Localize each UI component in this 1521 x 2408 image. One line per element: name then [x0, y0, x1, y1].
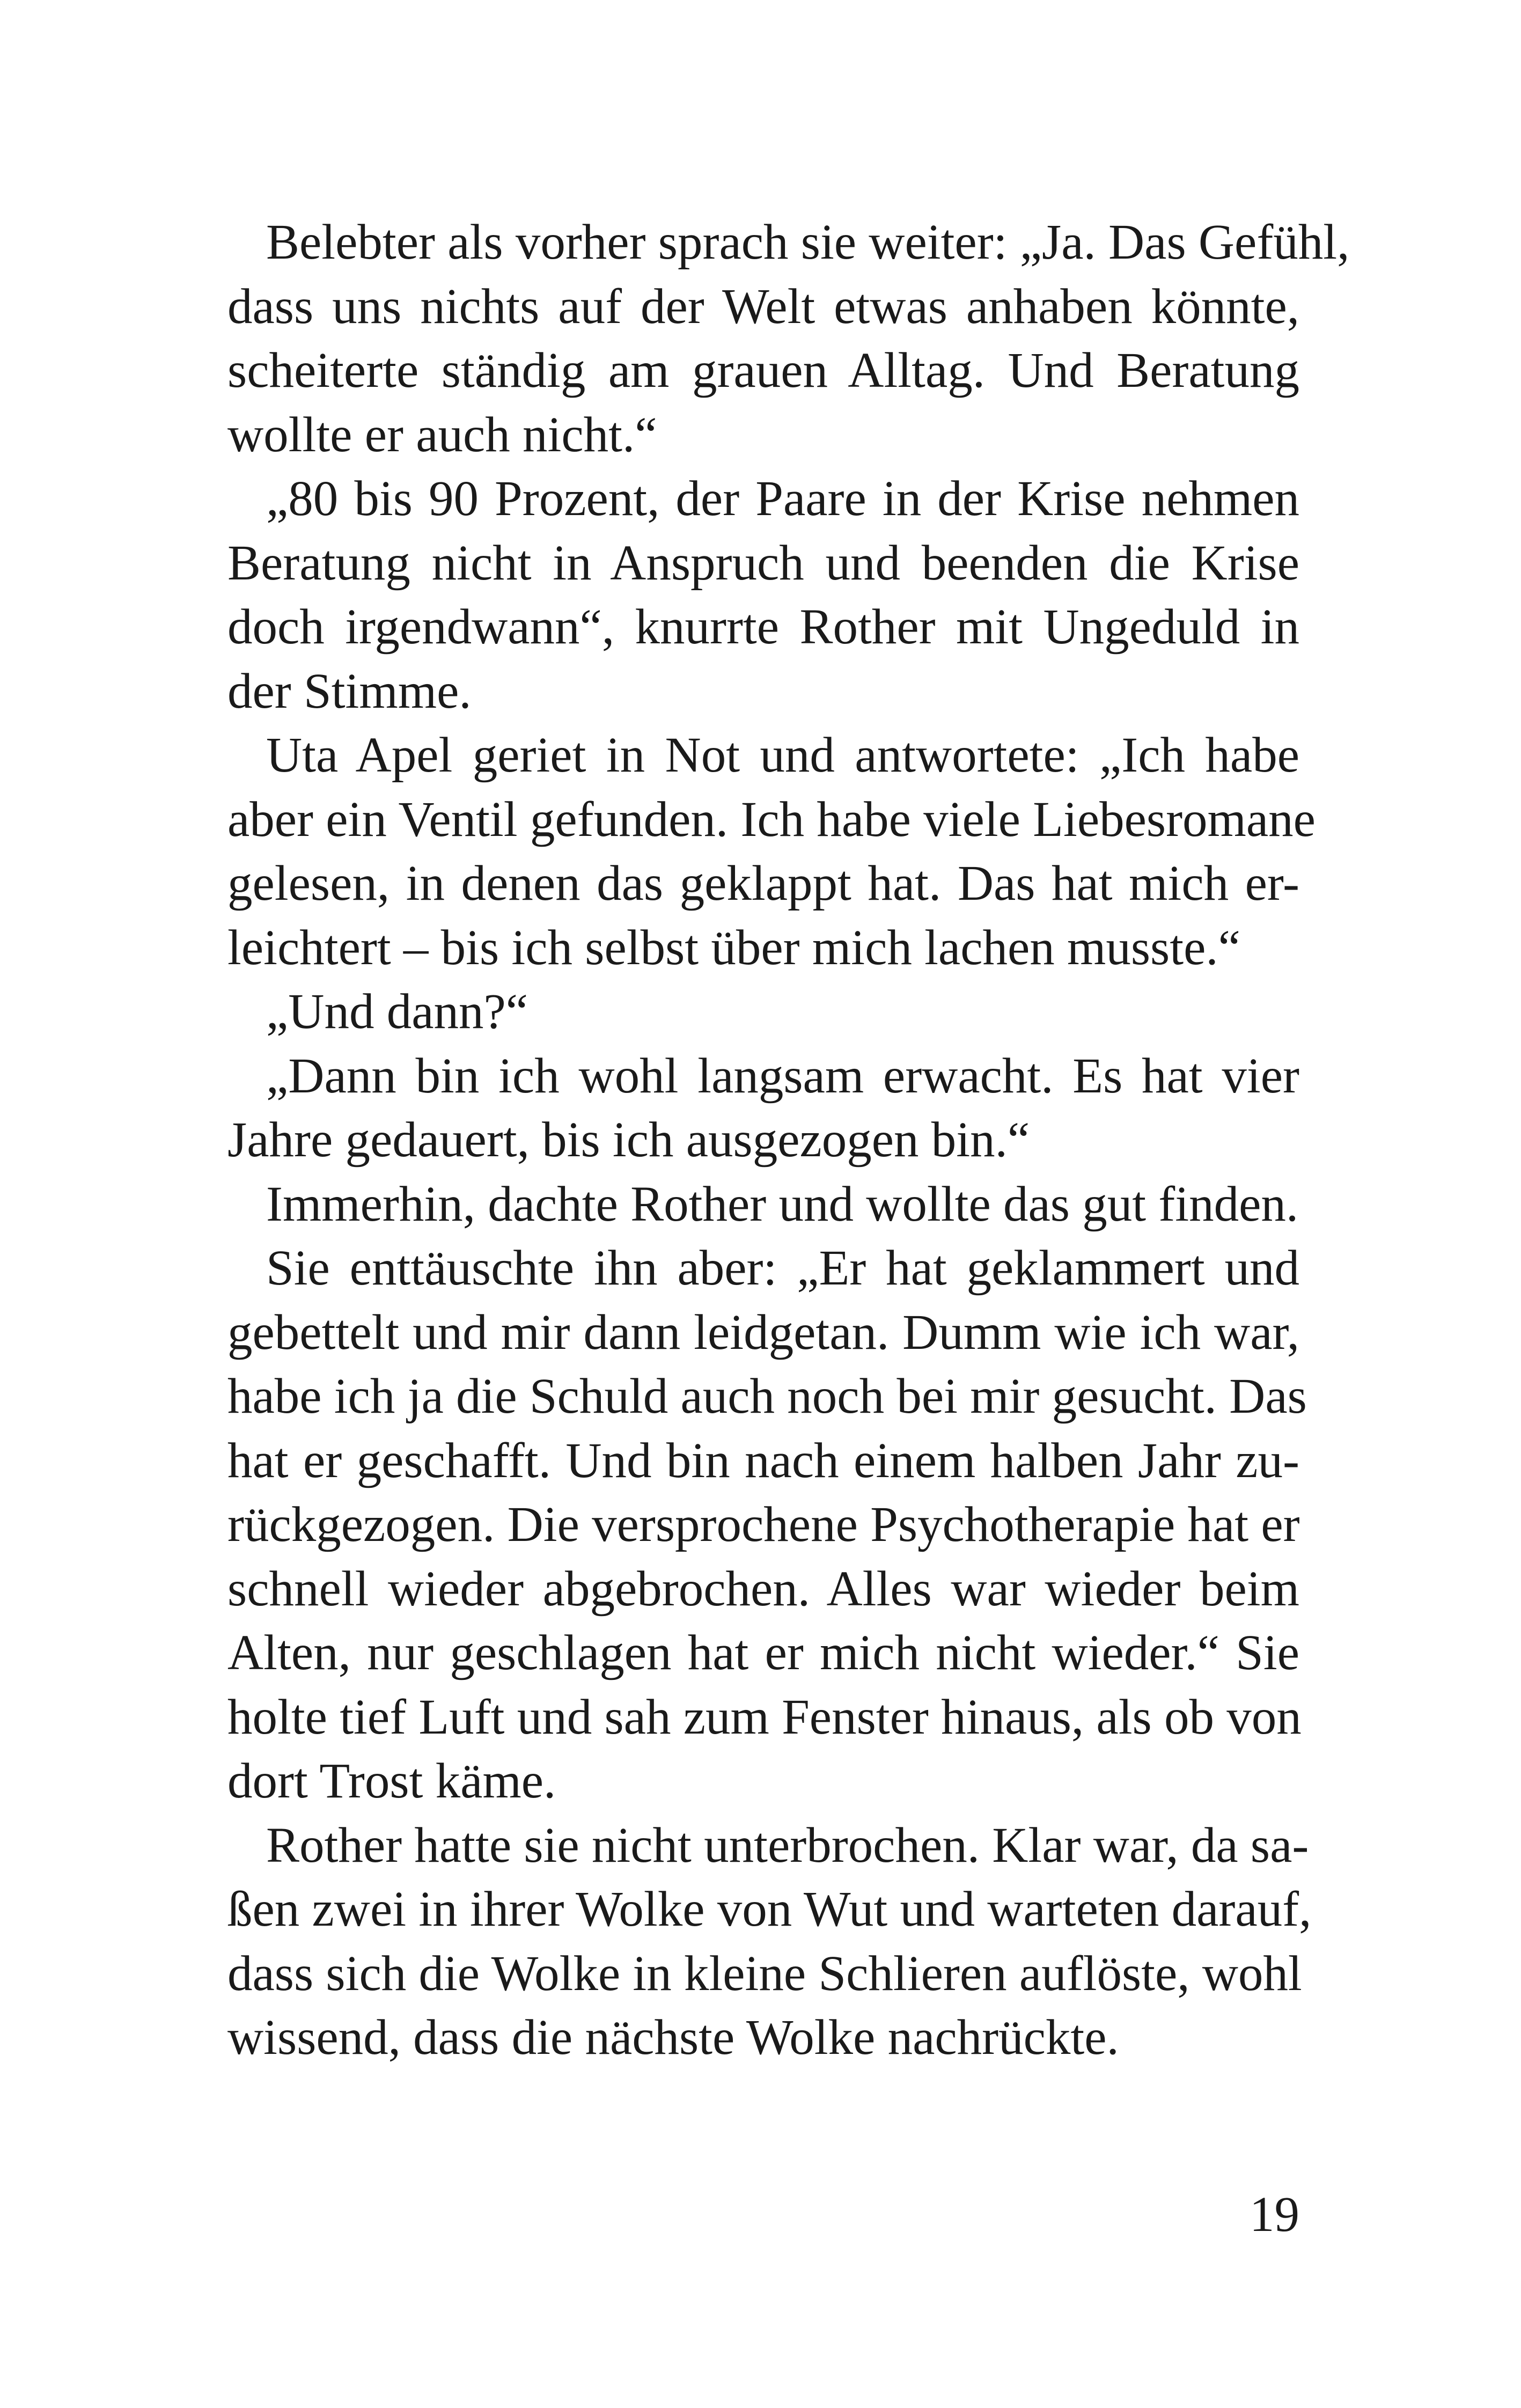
text-line: leichtert – bis ich selbst über mich lachen musste.“: [227, 920, 1240, 975]
text-line: Immerhin, dachte Rother und wollte das gut finden.: [266, 1176, 1299, 1232]
text-line: wissend, dass die nächste Wolke nachrückte.: [227, 2010, 1119, 2065]
text-line: dort Trost käme.: [227, 1753, 556, 1809]
paragraph-2: [189, 467, 1299, 723]
text-line: ßen zwei in ihrer Wolke von Wut und warteten darauf,: [227, 1882, 1312, 1937]
text-line: gebettelt und mir dann leidgetan. Dumm wie ich war,: [227, 1304, 1299, 1360]
page-number: 19: [1250, 2187, 1299, 2242]
text-line: „80 bis 90 Prozent, der Paare in der Krise nehmen: [266, 471, 1299, 526]
text-line: Beratung nicht in Anspruch und beenden die Krise: [227, 535, 1299, 591]
text-line: hat er geschafft. Und bin nach einem halben Jahr zu-: [227, 1433, 1299, 1488]
text-line: dass uns nichts auf der Welt etwas anhaben könnte,: [227, 278, 1299, 334]
text-line: Uta Apel geriet in Not und antwortete: „Ich habe: [266, 728, 1299, 783]
paragraph-3: [189, 723, 1316, 980]
text-line: Rother hatte sie nicht unterbrochen. Klar war, da sa-: [266, 1817, 1309, 1873]
text-line: rückgezogen. Die versprochene Psychotherapie hat er: [227, 1497, 1300, 1552]
text-line: holte tief Luft und sah zum Fenster hinaus, als ob von: [227, 1689, 1302, 1745]
text-line: schnell wieder abgebrochen. Alles war wieder beim: [227, 1561, 1299, 1617]
text-line: aber ein Ventil gefunden. Ich habe viele Liebesromane: [227, 791, 1316, 847]
text-line: wollte er auch nicht.“: [227, 407, 657, 462]
paragraph-7: [189, 1236, 1307, 1814]
text-line: doch irgendwann“, knurrte Rother mit Ungeduld in: [227, 599, 1299, 655]
text-line: „Und dann?“: [266, 984, 528, 1039]
text-line: der Stimme.: [227, 663, 472, 719]
paragraph-1: [189, 210, 1350, 467]
paragraph-6: [189, 1172, 1299, 1237]
paragraph-5: [189, 1044, 1299, 1172]
text-line: Belebter als vorher sprach sie weiter: „Ja. Das Gefühl,: [266, 215, 1350, 270]
text-line: dass sich die Wolke in kleine Schlieren auflöste, wohl: [227, 1946, 1302, 2001]
paragraph-8: [189, 1814, 1312, 2070]
body-text: [189, 210, 1350, 2070]
text-line: scheiterte ständig am grauen Alltag. Und Beratung: [227, 343, 1299, 398]
text-line: habe ich ja die Schuld auch noch bei mir gesucht. Das: [227, 1369, 1307, 1424]
text-line: gelesen, in denen das geklappt hat. Das hat mich er-: [227, 856, 1299, 911]
paragraph-4: [189, 980, 1299, 1044]
text-line: Jahre gedauert, bis ich ausgezogen bin.“: [227, 1112, 1030, 1168]
text-line: Sie enttäuschte ihn aber: „Er hat geklammert und: [266, 1240, 1299, 1296]
text-line: Alten, nur geschlagen hat er mich nicht wieder.“ Sie: [227, 1625, 1299, 1680]
text-line: „Dann bin ich wohl langsam erwacht. Es hat vier: [266, 1048, 1299, 1104]
